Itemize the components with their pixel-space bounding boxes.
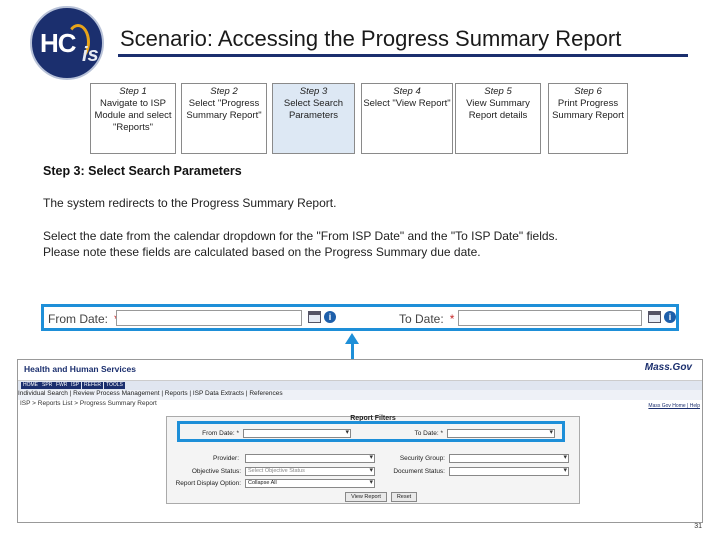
step-3-desc: Select Search Parameters	[283, 98, 344, 121]
from-date-label	[48, 312, 119, 326]
display-option-label: Report Display Option:	[175, 480, 241, 487]
report-filters-title: Report Filters	[350, 415, 396, 422]
step-1-num: Step 1	[119, 86, 147, 97]
mass-gov-brand: Mass.Gov	[644, 362, 692, 373]
to-info-icon[interactable]: i	[664, 311, 676, 323]
step-2-box	[181, 83, 267, 154]
logo-hc: HC	[40, 28, 76, 58]
instruction-line-2: Please note these fields are calculated based on the Progress Summary due date.	[43, 245, 481, 259]
intro-paragraph: The system redirects to the Progress Summary Report.	[43, 196, 337, 210]
step-2-desc: Select "Progress Summary Report"	[186, 98, 262, 121]
zoomed-date-fields	[41, 304, 679, 331]
display-option-select[interactable]: Collapse All ▾	[245, 479, 375, 488]
app-header	[18, 360, 702, 381]
nav-tab-isp[interactable]: ISP	[71, 382, 80, 388]
step-6-box	[548, 83, 628, 154]
step-4-box	[361, 83, 453, 154]
step-6-desc: Print Progress Summary Report	[552, 98, 624, 121]
required-mark: *	[449, 312, 455, 326]
objective-status-label: Objective Status:	[191, 468, 241, 475]
reset-button[interactable]: Reset	[391, 492, 417, 502]
hcsis-logo	[30, 6, 104, 80]
step-5-box	[455, 83, 541, 154]
from-calendar-icon[interactable]	[308, 311, 321, 323]
from-date-input[interactable]	[116, 310, 302, 326]
document-status-select[interactable]	[449, 467, 569, 476]
security-group-label: Security Group:	[399, 455, 445, 462]
provider-select[interactable]	[245, 454, 375, 463]
step-6-num: Step 6	[574, 86, 602, 97]
instruction-line-1: Select the date from the calendar dropdown for the "From ISP Date" and the "To ISP Date" fields.	[43, 229, 558, 243]
objective-status-select[interactable]: Select Objective Status ▾	[245, 467, 375, 476]
app-from-date-label: From Date: *	[202, 430, 239, 437]
nav-tab-spr[interactable]: SPR	[42, 382, 53, 388]
step-1-box	[90, 83, 176, 154]
view-report-button[interactable]: View Report	[345, 492, 387, 502]
logo-is: is	[82, 44, 99, 66]
page-number: 31	[694, 523, 702, 530]
app-menu-bar[interactable]: Individual Search | Review Process Management | Reports | ISP Data Extracts | References	[18, 390, 702, 400]
step-4-num: Step 4	[393, 86, 421, 97]
title-divider	[118, 54, 688, 57]
app-date-highlight	[177, 421, 565, 442]
from-info-icon[interactable]: i	[324, 311, 336, 323]
to-date-input[interactable]	[458, 310, 642, 326]
to-date-label	[399, 312, 454, 326]
page-title: Scenario: Accessing the Progress Summary Report	[120, 26, 622, 51]
nav-tab-home[interactable]: HOME	[23, 382, 38, 388]
step-3-num: Step 3	[299, 86, 328, 97]
step-4-desc: Select "View Report"	[363, 98, 451, 109]
to-calendar-icon[interactable]	[648, 311, 661, 323]
nav-tab-refer[interactable]: REFER	[84, 382, 101, 388]
app-breadcrumb: ISP > Reports List > Progress Summary Report	[20, 400, 157, 407]
from-date-label-text: From Date:	[48, 312, 109, 326]
security-group-select[interactable]	[449, 454, 569, 463]
nav-tab-fwr[interactable]: FWR	[56, 382, 68, 388]
step-2-num: Step 2	[210, 86, 238, 97]
nav-tab-tools[interactable]: TOOLS	[106, 382, 123, 388]
to-date-label-text: To Date:	[399, 312, 444, 326]
app-mini-links[interactable]: Mass Gov Home | Help	[648, 403, 700, 409]
step-5-num: Step 5	[484, 86, 512, 97]
step-1-desc: Navigate to ISP Module and select "Reports"	[94, 98, 172, 133]
app-header-title: Health and Human Services	[24, 364, 136, 374]
step-heading: Step 3: Select Search Parameters	[43, 164, 242, 178]
provider-label: Provider:	[212, 455, 239, 462]
document-status-label: Document Status:	[393, 468, 445, 475]
step-3-box	[272, 83, 355, 154]
step-5-desc: View Summary Report details	[466, 98, 530, 121]
app-to-date-label: To Date: *	[414, 430, 443, 437]
